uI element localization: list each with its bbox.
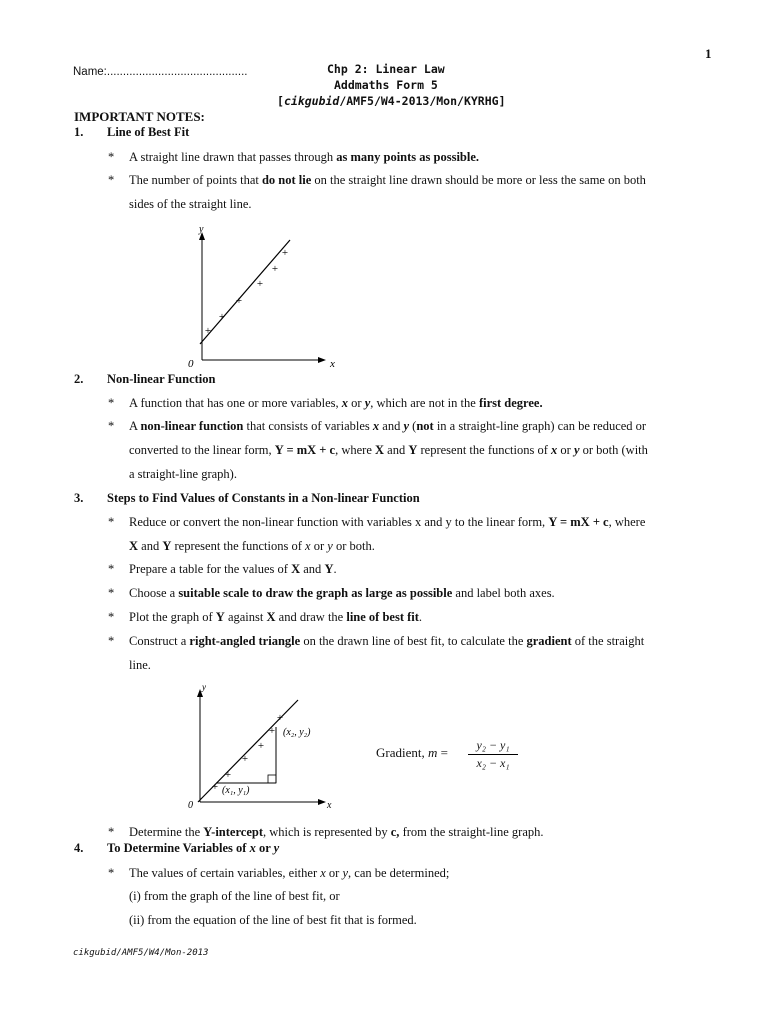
plot-point-marker: + (257, 740, 265, 752)
bullet: * (108, 396, 115, 410)
s3-bullet-2: Prepare a table for the values of X and Y. (129, 562, 337, 576)
important-notes-heading: IMPORTANT NOTES: (74, 109, 205, 124)
plot-point-marker: + (218, 311, 226, 323)
section-4-number: 4. (74, 841, 84, 855)
section-1-number: 1. (74, 125, 84, 139)
section-2-number: 2. (74, 372, 84, 386)
s3-bullet-1-line2: X and Y represent the functions of x or y or both. (129, 539, 375, 553)
gradient-denominator: x₂ − x₁ (476, 756, 510, 770)
s3-bullet-1: Reduce or convert the non-linear function with variables x and y to the linear form, Y = mX + c, where (129, 515, 646, 529)
x-axis-label: x (330, 358, 335, 370)
s3-bullet-4: Plot the graph of Y against X and draw the line of best fit. (129, 610, 423, 624)
plot-point-marker: + (268, 725, 276, 737)
chapter-title: Chp 2: Linear Law (327, 62, 445, 76)
s4-sub-item-1: (i) from the graph of the line of best fit, or (129, 889, 340, 903)
plot-point-marker: + (271, 263, 279, 275)
s4-bullet-1: The values of certain variables, either x or y, can be determined; (129, 866, 450, 880)
origin-label: 0 (188, 800, 193, 811)
s1-bullet-1: A straight line drawn that passes through as many points as possible. (129, 150, 480, 164)
s2-bullet-2-line2: converted to the linear form, Y = mX + c, where X and Y represent the functions of x or y or both (with (129, 443, 648, 457)
name-field-label: Name:............................................ (73, 66, 248, 78)
plot-point-marker: + (224, 769, 232, 781)
bullet: * (108, 586, 115, 600)
section-1-title: Line of Best Fit (107, 125, 190, 139)
bullet: * (108, 150, 115, 164)
s2-bullet-1: A function that has one or more variables, x or y, which are not in the first degree. (129, 396, 543, 410)
s1-bullet-2: The number of points that do not lie on the straight line drawn should be more or less the same on both (129, 173, 646, 187)
header-code: [cikgubid/AMF5/W4-2013/Mon/KYRHG] (277, 94, 506, 108)
s3-bullet-5: Construct a right-angled triangle on the drawn line of best fit, to calculate the gradient of the straight (129, 634, 645, 648)
plot-point-marker: + (241, 753, 249, 765)
s4-sub-item-2: (ii) from the equation of the line of best fit that is formed. (129, 913, 417, 927)
page-number: 1 (705, 46, 712, 61)
point-1-label: (x₁, y₁) (222, 785, 250, 796)
gradient-triangle-graph (180, 680, 350, 812)
y-axis-label: y (199, 224, 204, 235)
section-3-number: 3. (74, 491, 84, 505)
s1-bullet-2-cont: sides of the straight line. (129, 197, 252, 211)
plot-point-marker: + (281, 247, 289, 259)
gradient-label: Gradient, m = (376, 745, 448, 760)
bullet: * (108, 825, 115, 839)
bullet: * (108, 515, 115, 529)
plot-point-marker: + (276, 712, 284, 724)
footer-code: cikgubid/AMF5/W4/Mon-2013 (73, 948, 209, 958)
origin-label: 0 (188, 358, 194, 370)
bullet: * (108, 866, 115, 880)
bullet: * (108, 419, 115, 433)
point-2-label: (x₂, y₂) (283, 727, 311, 738)
bullet: * (108, 634, 115, 648)
section-3-title: Steps to Find Values of Constants in a Non-linear Function (107, 491, 420, 505)
s3-bullet-5-line2: line. (129, 658, 151, 672)
bullet: * (108, 562, 115, 576)
s3-bullet-3: Choose a suitable scale to draw the graph as large as possible and label both axes. (129, 586, 555, 600)
course-title: Addmaths Form 5 (334, 78, 438, 92)
section-2-title: Non-linear Function (107, 372, 216, 386)
section-4-title: To Determine Variables of x or y (107, 841, 280, 855)
plot-point-marker: + (235, 295, 243, 307)
gradient-fraction (468, 738, 518, 771)
gradient-numerator: y₂ − y₁ (468, 738, 518, 755)
y-axis-label: y (202, 682, 206, 692)
bullet: * (108, 173, 115, 187)
s2-bullet-2: A non-linear function that consists of variables x and y (not in a straight-line graph) can be reduced or (129, 419, 647, 433)
s3-bullet-6: Determine the Y-intercept, which is represented by c, from the straight-line graph. (129, 825, 544, 839)
bullet: * (108, 610, 115, 624)
s2-bullet-2-line3: a straight-line graph). (129, 467, 237, 481)
line-of-best-fit-graph (180, 222, 350, 372)
plot-point-marker: + (256, 278, 264, 290)
plot-point-marker: + (204, 325, 212, 337)
plot-point-marker: + (211, 781, 219, 793)
x-axis-label: x (327, 800, 332, 811)
